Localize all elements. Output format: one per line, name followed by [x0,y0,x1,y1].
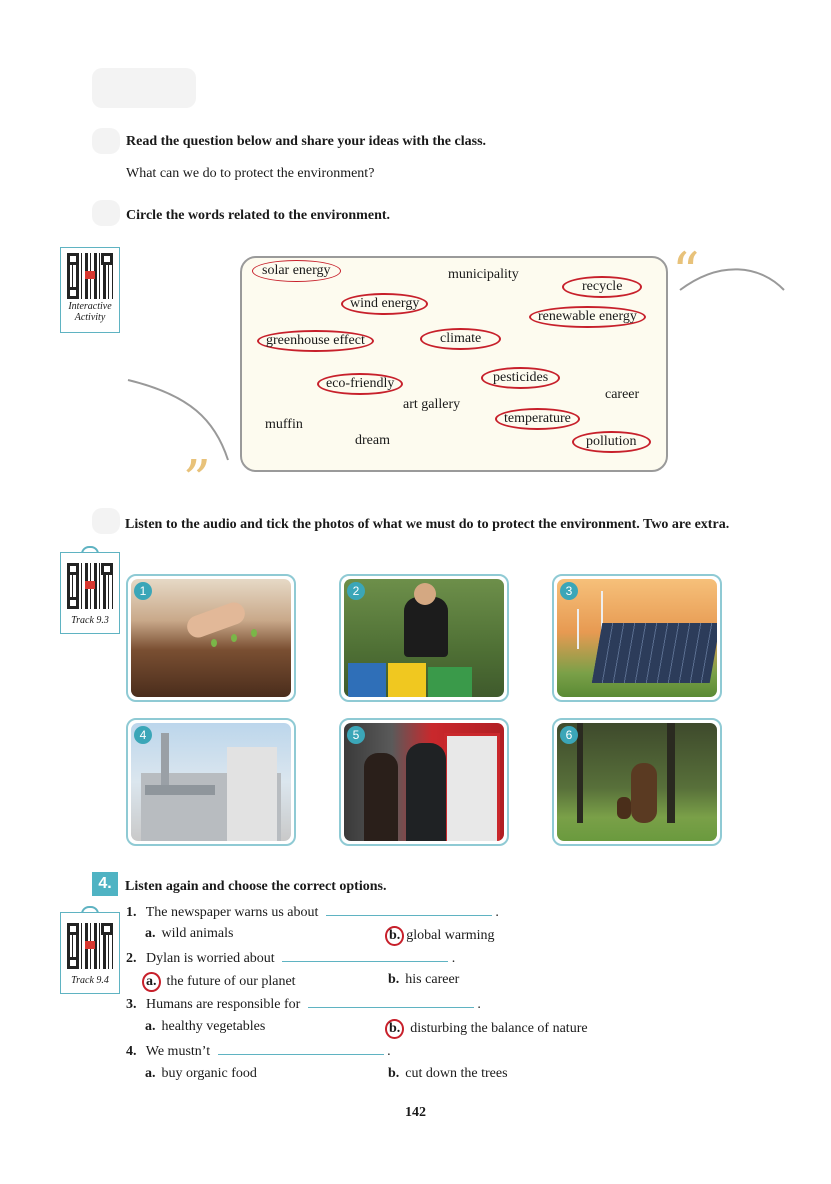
option-text: global warming [406,928,495,943]
track-label: Track 9.3 [71,615,109,626]
question-3 [126,995,481,1013]
word-career[interactable]: career [605,387,640,402]
factory-image [131,723,291,841]
word-pesticides[interactable]: pesticides [481,367,560,389]
option-4a[interactable] [145,1066,257,1082]
question-number: 4. [126,1044,137,1059]
word-climate[interactable]: climate [420,328,501,350]
word-recycle[interactable]: recycle [562,276,642,298]
question-2 [126,949,455,967]
word-municipality[interactable]: municipality [448,267,519,282]
word-pollution[interactable]: pollution [572,431,651,453]
option-3a[interactable] [145,1019,265,1035]
photo-number: 2 [347,582,365,600]
qr-code-icon [67,563,113,609]
word-solar-energy[interactable]: solar energy [252,260,341,282]
word-temperature[interactable]: temperature [495,408,580,430]
quote-mark-right-icon: “ [672,241,700,304]
option-3b[interactable] [388,1019,588,1039]
exercise-4-instruction: Listen again and choose the correct options. [125,879,387,894]
option-label-circled: b. [385,926,404,946]
question-end: . [495,905,499,920]
question-end: . [477,997,481,1012]
word-art-gallery[interactable]: art gallery [403,397,461,412]
question-number: 2. [126,951,137,966]
option-label: a. [145,1066,156,1081]
track-label: Track 9.4 [71,975,109,986]
planting-image [131,579,291,697]
question-number: 3. [126,997,137,1012]
photo-4-factory[interactable] [126,718,296,846]
question-text: Humans are responsible for [146,997,301,1012]
option-2b[interactable] [388,972,459,988]
option-1b[interactable] [388,926,495,946]
track-9-3-qr[interactable] [60,552,120,634]
faint-exercise-number-3 [92,508,120,534]
exercise-1-instruction: Read the question below and share your ideas with the class. [126,134,487,149]
word-wind-energy[interactable]: wind energy [341,293,428,315]
question-1 [126,903,499,921]
option-1a[interactable] [145,926,233,942]
question-text: We mustn’t [145,1044,211,1059]
exercise-2-instruction: Circle the words related to the environment. [126,208,391,223]
option-text: buy organic food [161,1066,257,1081]
photo-5-train[interactable] [339,718,509,846]
word-eco-friendly[interactable]: eco-friendly [317,373,403,395]
option-label: a. [145,1019,156,1034]
question-4 [126,1042,391,1060]
answer-blank[interactable] [308,995,474,1008]
qr-label-line2: Activity [74,312,106,323]
track-9-4-qr[interactable] [60,912,120,994]
exercise-1-question: What can we do to protect the environment? [126,166,375,181]
option-2a[interactable] [145,972,296,992]
question-text: The newspaper warns us about [145,905,319,920]
photo-6-bears[interactable] [552,718,722,846]
photo-number: 3 [560,582,578,600]
photo-number: 4 [134,726,152,744]
answer-blank[interactable] [282,949,448,962]
photo-number: 1 [134,582,152,600]
qr-label-line1: Interactive [68,301,112,312]
photo-number: 6 [560,726,578,744]
option-label: b. [388,1066,400,1081]
option-text: wild animals [161,926,234,941]
answer-blank[interactable] [218,1042,384,1055]
recycling-image [344,579,504,697]
option-text: healthy vegetables [161,1019,266,1034]
exercise-3-instruction: Listen to the audio and tick the photos of what we must do to protect the environment. Two are extra. [125,517,730,532]
train-image [344,723,504,841]
page-number: 142 [405,1105,426,1120]
exercise-4-number: 4. [92,872,118,896]
word-dream[interactable]: dream [355,433,390,448]
word-renewable-energy[interactable]: renewable energy [529,306,646,328]
word-greenhouse-effect[interactable]: greenhouse effect [257,330,374,352]
answer-blank[interactable] [326,903,492,916]
photo-number: 5 [347,726,365,744]
option-4b[interactable] [388,1066,508,1082]
bears-image [557,723,717,841]
quote-mark-left-icon: „ [184,415,212,478]
option-text: cut down the trees [405,1066,508,1081]
question-text: Dylan is worried about [146,951,275,966]
option-label-circled: b. [385,1019,404,1039]
option-label-circled: a. [142,972,161,992]
word-muffin[interactable]: muffin [265,417,303,432]
question-end: . [451,951,456,966]
question-number: 1. [126,905,137,920]
photo-1-planting[interactable] [126,574,296,702]
option-text: the future of our planet [166,974,296,989]
option-label: a. [145,926,156,941]
question-end: . [387,1044,391,1059]
solar-wind-image [557,579,717,697]
photo-3-solar-wind[interactable] [552,574,722,702]
option-text: his career [405,972,460,987]
photo-2-recycling[interactable] [339,574,509,702]
option-label: b. [388,972,400,987]
option-text: disturbing the balance of nature [410,1021,588,1036]
qr-code-icon [67,923,113,969]
